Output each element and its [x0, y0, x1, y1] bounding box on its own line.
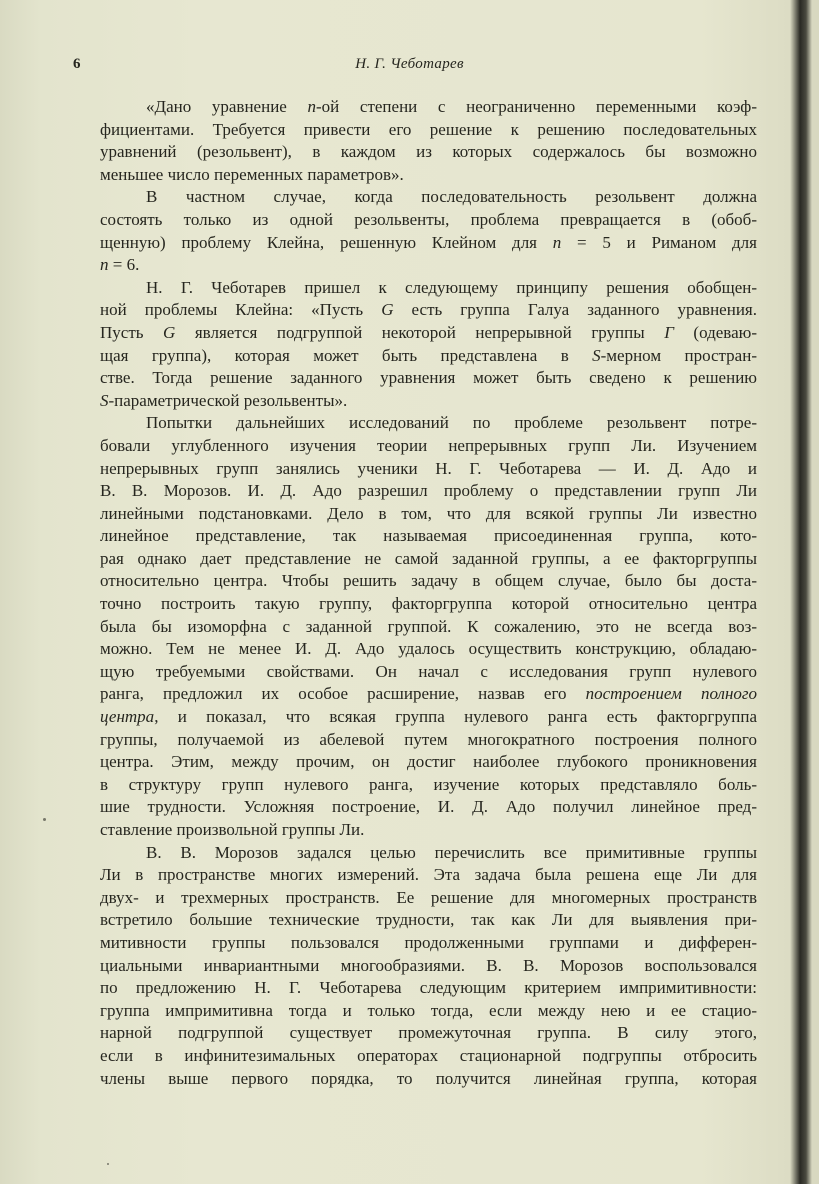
italic-text-run: n [552, 232, 562, 252]
text-line [100, 729, 757, 752]
text-line [100, 390, 757, 413]
text-run: уравнений (резольвент), в каждом из которых содержалось бы возможно [100, 142, 757, 162]
italic-text-run: S [592, 345, 601, 365]
text-run: точно построить такую группу, факторгруппа которой относительно центра [100, 594, 757, 614]
text-run: (одеваю- [673, 322, 757, 342]
text-line [100, 503, 757, 526]
text-run: меньшее число переменных параметров». [100, 164, 404, 184]
text-run: -параметрической резольвенты». [108, 390, 348, 410]
text-run: Пусть [100, 322, 164, 342]
text-run: , и показал, что всякая группа нулевого ранга есть факторгруппа [154, 707, 757, 727]
text-run: линейными подстановками. Дело в том, что для всякой группы Ли известно [100, 503, 757, 523]
text-line [100, 1045, 757, 1068]
text-run: «Дано уравнение [146, 97, 308, 116]
text-line [100, 593, 757, 616]
text-run: В. В. Морозов. И. Д. Адо разрешил проблему о представлении групп Ли [100, 481, 757, 501]
text-line [100, 932, 757, 955]
italic-text-run: центра [100, 707, 155, 727]
text-run: если в инфинитезимальных операторах стационарной подгруппы отбросить [100, 1045, 757, 1065]
text-line [100, 864, 757, 887]
text-run: Н. Г. Чеботарев пришел к следующему принципу решения обобщен- [146, 277, 757, 297]
text-run: шие трудности. Усложняя построение, И. Д. Адо получил линейное пред- [100, 797, 757, 817]
paragraph [100, 412, 757, 841]
italic-text-run: построением полного [585, 684, 757, 704]
text-line [100, 548, 757, 571]
text-run: центра. Этим, между прочим, он достиг наиболее глубокого проникновения [100, 752, 757, 772]
text-run: нарной подгруппой существует промежуточная группа. В силу этого, [100, 1023, 757, 1043]
page-number: 6 [73, 56, 81, 72]
text-run: бовали углубленного изучения теории непрерывных групп Ли. Изучением [100, 435, 757, 455]
text-line [100, 887, 757, 910]
text-line [100, 1022, 757, 1045]
text-line [100, 638, 757, 661]
text-run: ранга, предложил их особое расширение, назвав его [100, 684, 586, 704]
text-run: щенную) проблему Клейна, решенную Клейном для [100, 232, 553, 252]
text-run: фициентами. Требуется привести его решение к решению последовательных [100, 119, 757, 139]
text-line [100, 141, 757, 164]
text-run: ставление произвольной группы Ли. [100, 820, 365, 839]
text-run: ной проблемы Клейна: «Пусть [100, 300, 382, 320]
text-run: щую требуемыми свойствами. Он начал с исследования групп нулевого [100, 661, 757, 681]
paragraph [100, 842, 757, 1091]
text-line [100, 277, 757, 300]
italic-text-run: n [307, 97, 316, 116]
text-run: можно. Тем не менее И. Д. Адо удалось осуществить конструкцию, обладаю- [100, 639, 757, 659]
text-run: = 6. [108, 255, 140, 275]
text-run: группы, получаемой из абелевой путем многократного построения полного [100, 729, 757, 749]
paragraph [100, 277, 757, 413]
text-line [100, 345, 757, 368]
text-run: -ой степени с неограниченно переменными коэф- [316, 97, 757, 116]
text-line [100, 367, 757, 390]
text-line [100, 955, 757, 978]
text-line [100, 96, 757, 119]
text-run: -мерном простран- [600, 345, 757, 365]
text-run: была бы изоморфна с заданной группой. К сожалению, это не всегда воз- [100, 616, 757, 636]
body-text [100, 96, 757, 1090]
text-line [100, 164, 757, 187]
text-run: является подгруппой некоторой непрерывной группы [175, 322, 665, 342]
text-run: по предложению Н. Г. Чеботарева следующим критерием импримитивности: [100, 978, 757, 998]
text-line [100, 796, 757, 819]
text-run: двух- и трехмерных пространств. Ее решение для многомерных пространств [100, 887, 757, 907]
italic-text-run: Γ [664, 322, 674, 342]
text-line [100, 977, 757, 1000]
text-line [100, 322, 757, 345]
text-line [100, 774, 757, 797]
text-run: стве. Тогда решение заданного уравнения может быть сведено к решению [100, 368, 757, 388]
text-run: есть группа Галуа заданного уравнения. [393, 300, 757, 320]
text-run: Попытки дальнейших исследований по проблеме резольвент потре- [146, 413, 757, 433]
scan-speck [43, 818, 46, 821]
text-run: группа импримитивна тогда и только тогда, если между нею и ее стацио- [100, 1000, 757, 1020]
text-line [100, 706, 757, 729]
text-run: щая группа), которая может быть представлена в [100, 345, 593, 365]
italic-text-run: S [100, 390, 109, 410]
italic-text-run: G [381, 300, 394, 320]
text-run: в структуру групп нулевого ранга, изучение которых представляло боль- [100, 774, 757, 794]
text-run: Ли в пространстве многих измерений. Эта задача была решена еще Ли для [100, 865, 757, 885]
text-run: митивности группы пользовался продолженными группами и дифферен- [100, 932, 757, 952]
text-run: члены выше первого порядка, то получится линейная группа, которая [100, 1068, 757, 1088]
text-line [100, 299, 757, 322]
text-run: циальными инвариантными многообразиями. В. В. Морозов воспользовался [100, 955, 757, 975]
text-line [100, 1068, 757, 1091]
text-line [100, 1000, 757, 1023]
text-line [100, 412, 757, 435]
text-run: В частном случае, когда последовательность резольвент должна [146, 187, 757, 207]
text-run: рая однако дает представление не самой заданной группы, а ее факторгруппы [100, 548, 757, 568]
text-line [100, 480, 757, 503]
text-line [100, 570, 757, 593]
text-line [100, 186, 757, 209]
text-line [100, 119, 757, 142]
text-line [100, 842, 757, 865]
running-head: Н. Г. Чеботарев [355, 56, 464, 72]
text-line [100, 209, 757, 232]
text-run: встретило большие технические трудности, так как Ли для выявления при- [100, 910, 757, 930]
italic-text-run: n [100, 255, 109, 275]
text-run: В. В. Морозов задался целью перечислить все примитивные группы [146, 842, 757, 862]
text-run: состоять только из одной резольвенты, проблема превращается в (обоб- [100, 209, 757, 229]
italic-text-run: G [163, 322, 176, 342]
text-line [100, 254, 757, 277]
text-line [100, 661, 757, 684]
text-line [100, 819, 757, 842]
paragraph [100, 96, 757, 186]
text-line [100, 458, 757, 481]
text-run: линейное представление, так называемая присоединенная группа, кото- [100, 526, 757, 546]
text-line [100, 683, 757, 706]
text-line [100, 435, 757, 458]
text-line [100, 909, 757, 932]
text-run: = 5 и Риманом для [561, 232, 757, 252]
text-run: относительно центра. Чтобы решить задачу в общем случае, было бы доста- [100, 571, 757, 591]
paragraph [100, 186, 757, 276]
text-line [100, 751, 757, 774]
text-line [100, 525, 757, 548]
text-line [100, 616, 757, 639]
text-line [100, 232, 757, 255]
text-run: непрерывных групп занялись ученики Н. Г. Чеботарева — И. Д. Адо и [100, 458, 757, 478]
scan-speck [107, 1163, 109, 1165]
